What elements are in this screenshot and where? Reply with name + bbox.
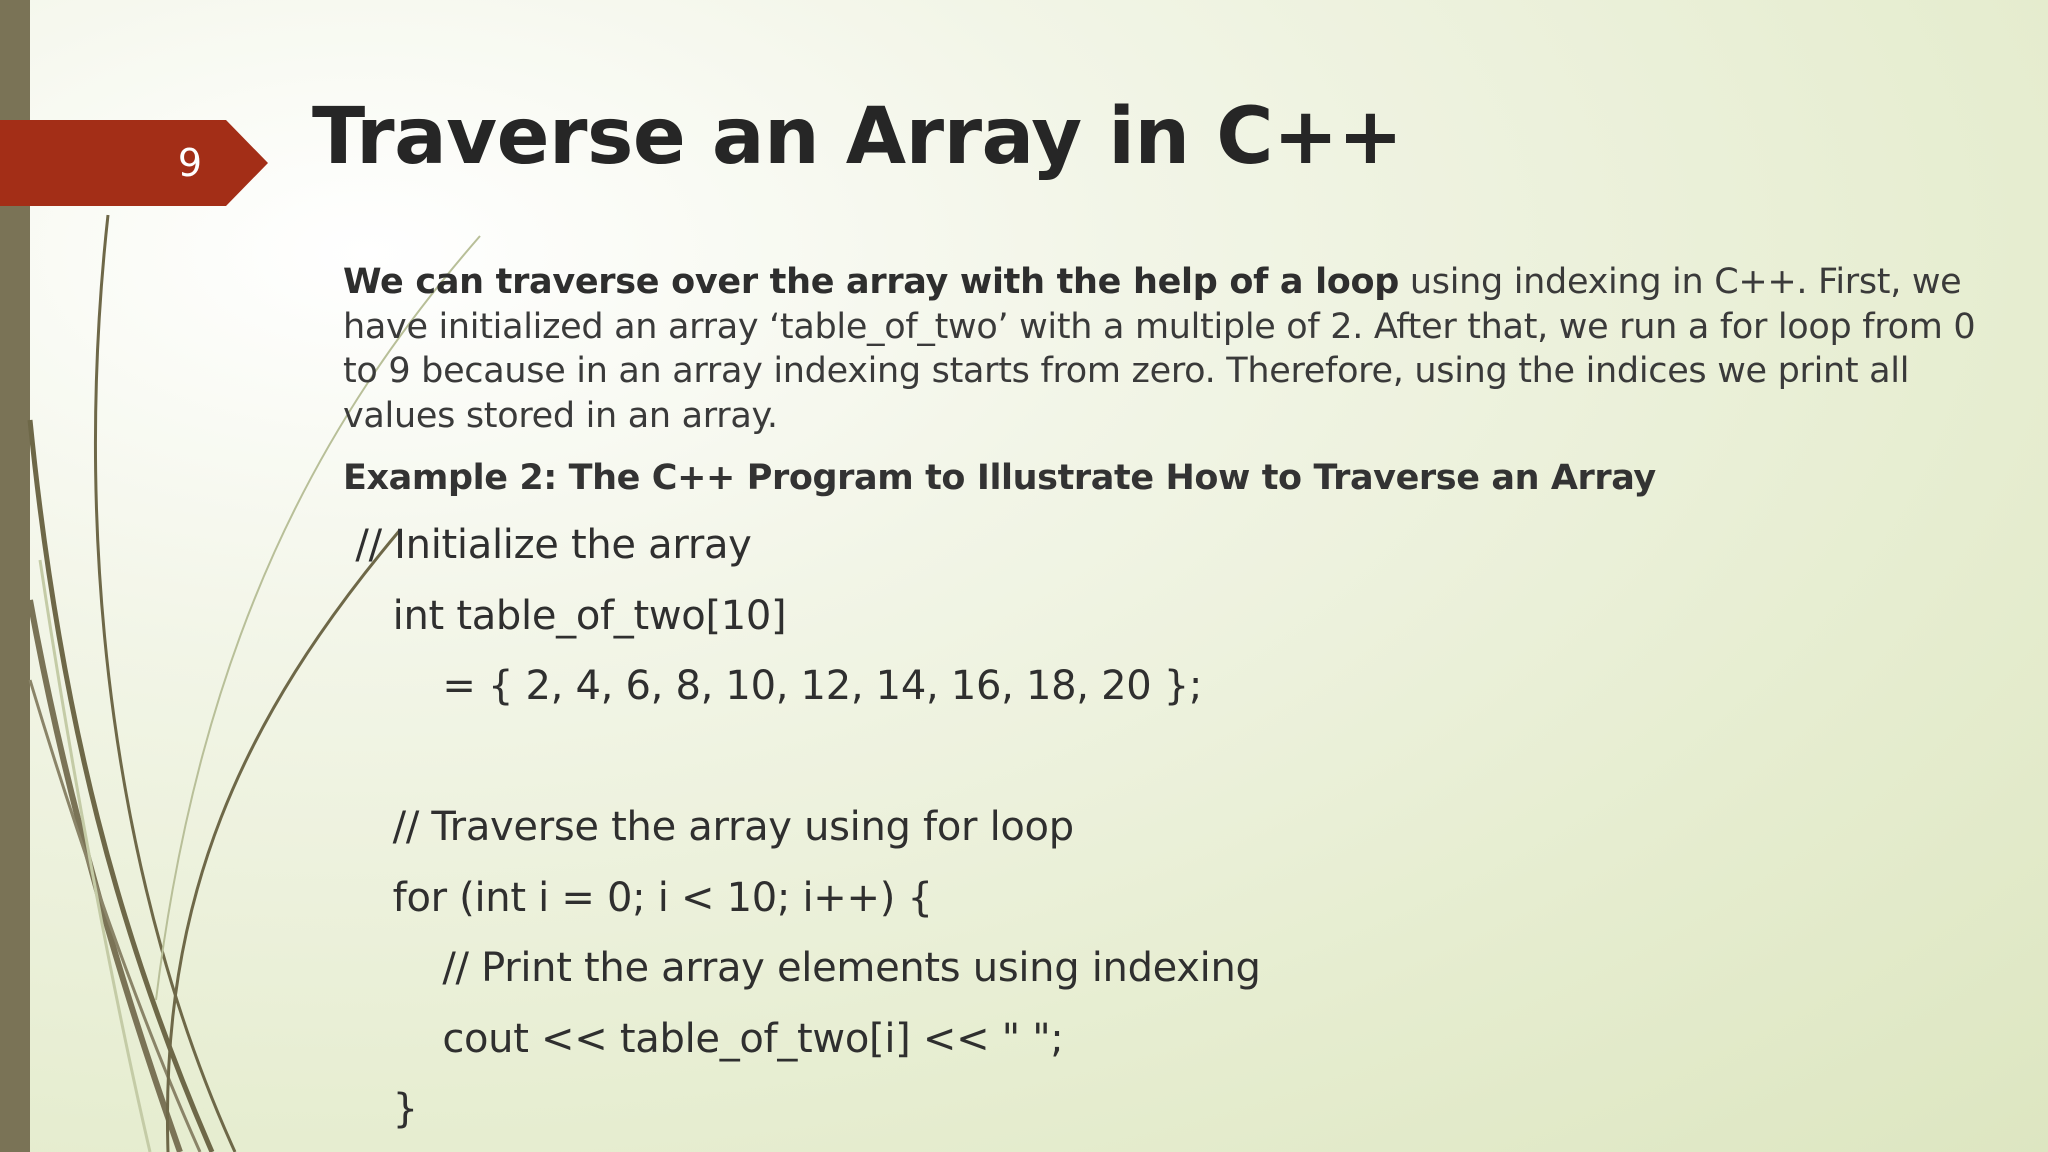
intro-paragraph xyxy=(343,260,1983,438)
code-line: = { 2, 4, 6, 8, 10, 12, 14, 16, 18, 20 }; xyxy=(343,663,1203,709)
intro-text: using indexing in C++. First, we have initialized an array ‘table_of_two’ with a multiple of 2. After that, we run a for loop from 0 to 9 because in an array indexing starts from zero. Therefore, using the indices we print all values stored in an array. xyxy=(343,262,1976,436)
code-line: // Initialize the array xyxy=(343,522,752,568)
slide-title: Traverse an Array in C++ xyxy=(312,92,1403,182)
code-line xyxy=(343,722,1983,793)
code-line: for (int i = 0; i < 10; i++) { xyxy=(343,874,933,921)
code-line: // Print the array elements using indexing xyxy=(343,945,1261,991)
code-block xyxy=(343,510,1983,1145)
code-line: cout << table_of_two[i] << " "; xyxy=(343,1015,1064,1062)
slide-number-tab xyxy=(0,120,270,206)
intro-bold-text: We can traverse over the array with the help of a loop xyxy=(343,262,1400,302)
example-heading: Example 2: The C++ Program to Illustrate How to Traverse an Array xyxy=(343,458,1656,498)
slide-number: 9 xyxy=(177,141,203,185)
code-line: int table_of_two[10] xyxy=(343,592,787,639)
code-line: } xyxy=(343,1086,418,1132)
slide-content xyxy=(343,260,1983,1145)
code-line: // Traverse the array using for loop xyxy=(343,804,1074,850)
